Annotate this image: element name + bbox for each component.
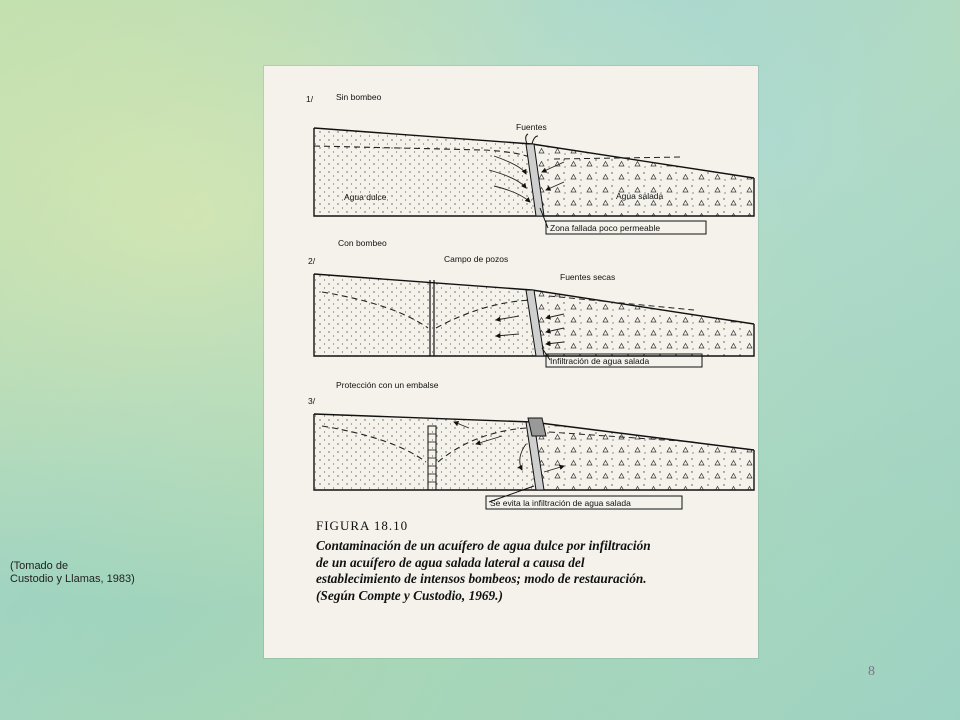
figure-number: FIGURA 18.10 [316,518,409,533]
fault-zone-label: Zona fallada poco permeable [550,223,661,233]
figure-caption [316,538,746,604]
springs-label: Fuentes [516,122,547,132]
salt-water-label: Agua salada [616,191,664,201]
page-number: 8 [868,664,875,679]
panel-2 [308,238,754,367]
wells-label: Campo de pozos [444,254,509,264]
caption-line: Contaminación de un acuífero de agua dulce por infiltración [316,538,651,553]
panel-2-title: Con bombeo [338,238,387,248]
panel-1-number: 1/ [306,94,314,104]
panel-2-number: 2/ [308,256,316,266]
dry-springs-label: Fuentes secas [560,272,616,282]
panel-1 [306,92,754,234]
caption-line: de un acuífero de agua salada lateral a causa del [316,554,585,570]
caption-line: (Según Compte y Custodio, 1969.) [316,587,503,603]
panel-3-title: Protección con un embalse [336,380,439,390]
panel-3-number: 3/ [308,396,316,406]
panel-3 [308,380,754,509]
infiltration-label: Infiltración de agua salada [550,356,650,366]
source-line: (Tomado de [10,560,69,572]
avoided-label: Se evita la infiltración de agua salada [490,498,631,508]
panel-1-title: Sin bombeo [336,92,382,102]
fresh-water-label: Agua dulce [344,192,387,202]
source-note [10,560,135,586]
source-line: Custodio y Llamas, 1983) [10,573,135,585]
caption-line: establecimiento de intensos bombeos; modo de restauración. [316,571,647,586]
figure-scan [264,66,758,658]
